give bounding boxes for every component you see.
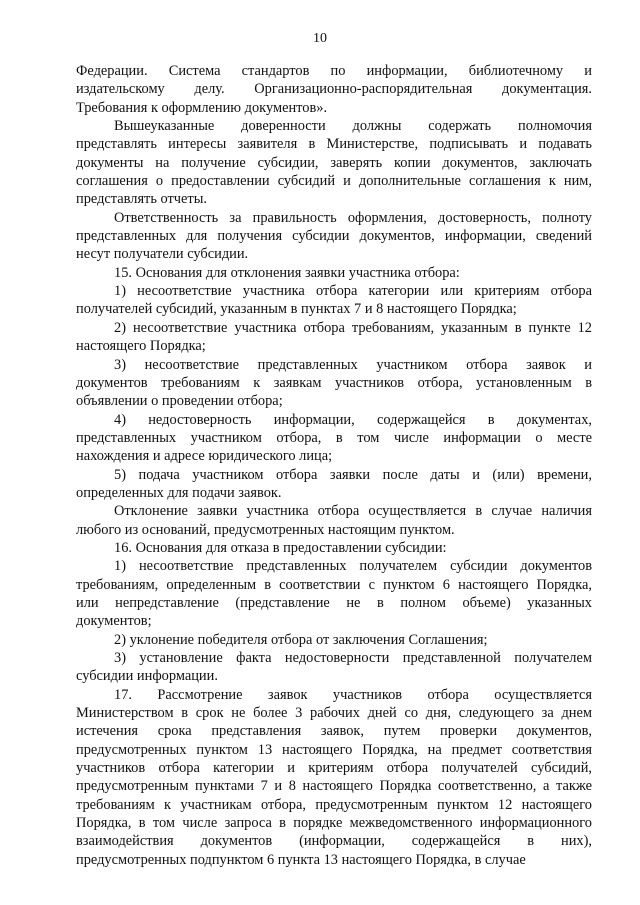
text-line: 2) несоответствие участника отбора требованиям, указанным в пункте 12 (114, 319, 592, 336)
text-line: 17. Рассмотрение заявок участников отбора осуществляется (114, 686, 592, 703)
text-line: настоящего Порядка; (76, 338, 206, 355)
text-line: Требования к оформлению документов». (76, 99, 328, 116)
text-line: Отклонение заявки участника отбора осуществляется в случае наличия (114, 503, 592, 520)
text-line: предусмотренным пунктами 7 и 8 настоящего Порядка соответственно, а также (76, 778, 592, 795)
text-line: определенных для подачи заявок. (76, 484, 282, 501)
paragraph (76, 466, 592, 503)
page-number: 10 (313, 31, 327, 46)
text-line: истечения срока представления заявок, путем проверки документов, (76, 723, 592, 740)
text-line: Министерством в срок не более 3 рабочих дней со дня, следующего за днем (76, 705, 592, 722)
paragraph (76, 282, 592, 319)
paragraph (76, 62, 592, 117)
text-line: требованиям к участникам отбора, предусмотренным пунктом 12 настоящего (76, 796, 592, 813)
text-line: предусмотренных пунктом 13 настоящего Порядка, на предмет соответствия (76, 741, 592, 758)
paragraph (76, 209, 592, 264)
text-line: Ответственность за правильность оформления, достоверность, полноту (114, 209, 592, 226)
text-line: 1) несоответствие участника отбора категории или критериям отбора (114, 283, 592, 300)
text-line: документы на получение субсидии, заверять копии документов, заключать (76, 154, 592, 171)
text-line: представлять интересы заявителя в Министерстве, подписывать и подавать (76, 136, 592, 153)
text-line: 4) недостоверность информации, содержащейся в документах, (114, 411, 592, 428)
text-line: 1) несоответствие представленных получателем субсидии документов (114, 558, 592, 575)
paragraph (76, 264, 592, 282)
text-line: 3) несоответствие представленных участником отбора заявок и (114, 356, 592, 373)
document-body (76, 62, 592, 869)
text-line: или непредставление (представление не в полном объеме) указанных (76, 594, 592, 611)
paragraph (76, 631, 592, 649)
text-line: представленных для получения субсидии документов, информации, сведений (76, 228, 592, 245)
paragraph (76, 319, 592, 356)
text-line: 5) подача участником отбора заявки после даты и (или) времени, (114, 466, 592, 483)
text-line: 2) уклонение победителя отбора от заключения Соглашения; (114, 631, 488, 648)
text-line: субсидии информации. (76, 668, 218, 685)
text-line: нахождения и адресе юридического лица; (76, 448, 333, 465)
text-line: представлять отчеты. (76, 191, 207, 208)
paragraph (76, 649, 592, 686)
text-line: предусмотренных подпунктом 6 пункта 13 настоящего Порядка, в случае (76, 851, 526, 868)
text-line: документов; (76, 613, 152, 630)
text-line: Порядка, в том числе запроса в порядке межведомственного информационного (76, 815, 592, 832)
paragraph (76, 356, 592, 411)
paragraph (76, 117, 592, 209)
text-line: соглашения о предоставлении субсидий и дополнительные соглашения к ним, (76, 173, 592, 190)
text-line: издательскому делу. Организационно-распорядительная документация. (76, 81, 592, 98)
text-line: несут получатели субсидии. (76, 246, 249, 263)
paragraph (76, 539, 592, 557)
text-line: взаимодействия документов (информации, содержащейся в них), (76, 833, 592, 850)
text-line: объявлении о проведении отбора; (76, 393, 283, 410)
text-line: 15. Основания для отклонения заявки участника отбора: (114, 264, 460, 281)
text-line: Федерации. Система стандартов по информации, библиотечному и (76, 63, 592, 79)
text-line: 3) установление факта недостоверности представленной получателем (114, 650, 592, 666)
text-line: получателей субсидий, указанным в пунктах 7 и 8 настоящего Порядка; (76, 301, 517, 318)
text-line: требованиям, определенным в соответствии с пунктом 6 настоящего Порядка, (76, 576, 592, 593)
paragraph (76, 411, 592, 466)
text-line: документов требованиям к заявкам участников отбора, установленным в (76, 374, 592, 391)
text-line: 16. Основания для отказа в предоставлении субсидии: (114, 539, 447, 556)
text-line: участников отбора категории и критериям отбора получателей субсидий, (76, 760, 592, 777)
paragraph (76, 686, 592, 869)
text-line: Вышеуказанные доверенности должны содержать полномочия (114, 118, 592, 135)
paragraph (76, 557, 592, 630)
paragraph (76, 502, 592, 539)
text-line: представленных участником отбора, в том числе информации о месте (76, 429, 592, 446)
text-line: любого из оснований, предусмотренных настоящим пунктом. (76, 521, 455, 538)
